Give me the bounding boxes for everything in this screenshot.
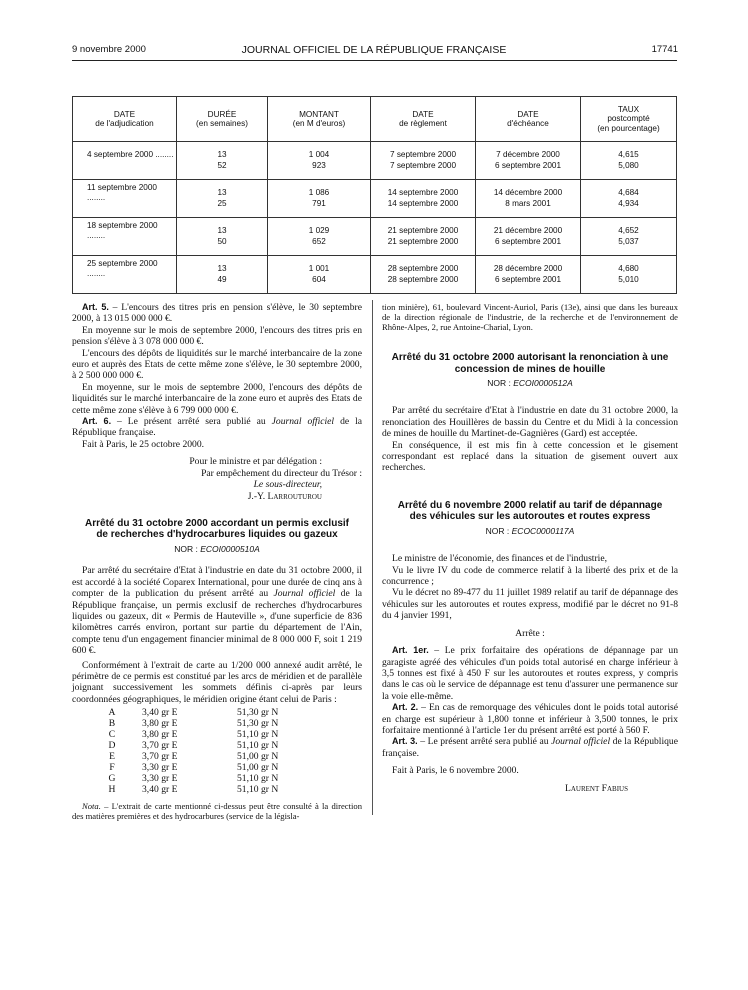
cell-date-reglement: 28 septembre 2000 28 septembre 2000: [371, 256, 476, 294]
article-3: Art. 3. – Le présent arrêté sera publié au Journal officiel de la République française.: [382, 736, 678, 759]
col-header-date-echeance: DATE d'échéance: [476, 97, 581, 142]
paragraph: Le ministre de l'économie, des finances et de l'industrie,: [392, 553, 607, 565]
signature-line: Le sous-directeur,: [253, 479, 322, 491]
header-title: JOURNAL OFFICIEL DE LA RÉPUBLIQUE FRANÇAISE: [241, 44, 507, 56]
list-item: E 3,70 gr E 51,00 gr N: [109, 751, 279, 763]
decree-heading: Arrêté du 31 octobre 2000 accordant un permis exclusif de recherches d'hydrocarbures liquides ou gazeux: [85, 517, 349, 541]
decree-heading: Arrêté du 31 octobre 2000 autorisant la renonciation à une concession de mines de houille: [391, 352, 669, 375]
article-2: Art. 2. – En cas de remorquage des véhicules dont le poids total autorisé en charge est supérieur à 1,800 tonne et inférieur à 3,500 tonnes, le prix forfaitaire mentionné à l'article 1er du présent arrêté est porté à 560 F.: [382, 702, 678, 736]
article-6: Art. 6. – Le présent arrêté sera publié au Journal officiel de la République française.: [72, 416, 362, 439]
cell-montant: 1 029 652: [268, 218, 371, 256]
nor-reference: NOR : ECOC0000117A: [485, 525, 575, 536]
paragraph: En conséquence, il est mis fin à cette concession et le gisement correspondant est replacé dans la situation de gisement ouvert aux recherches.: [382, 439, 678, 474]
cell-taux: 4,652 5,037: [581, 218, 677, 256]
cell-duree: 13 25: [177, 180, 268, 218]
cell-date-reglement: 21 septembre 2000 21 septembre 2000: [371, 218, 476, 256]
cell-montant: 1 004 923: [268, 142, 371, 180]
header-rule: [72, 60, 677, 61]
adjudication-table: [72, 96, 677, 294]
paragraph: Par arrêté du secrétaire d'Etat à l'industrie en date du 31 octobre 2000, il est accordé à la société Coparex International, pour une durée de cinq ans à compter de la publication du présent arrêté au Journal officiel de la République française, un permis exclusif de recherches d'hydrocarbures liquides ou gazeux, dit « Permis de Hauteville », d'une superficie de 836 kilomètres carrés environ, portant sur partie du département de l'Ain, compte tenu d'un engagement financier minimal de 8 000 000 F, soit 1 219 600 €.: [72, 565, 362, 657]
cell-taux: 4,615 5,080: [581, 142, 677, 180]
nota: Nota. – L'extrait de carte mentionné ci-dessus peut être consulté à la direction des matières premières et des hydrocarbures (service de la législa-: [72, 801, 362, 822]
paragraph: Vu le décret no 89-477 du 11 juillet 1989 relatif au tarif de dépannage des véhicules sur les autoroutes et routes express, modifié par le décret no 91-8 du 4 janvier 1991,: [382, 587, 678, 622]
header-page-number: 17741: [651, 44, 678, 55]
paragraph: Par arrêté du secrétaire d'Etat à l'industrie en date du 31 octobre 2000, la renonciation des Houillères de bassin du Centre et du Midi à la concession de mines de houille du Martinet-de-Gagnières (Gard) est acceptée.: [382, 405, 678, 440]
cell-date-reglement: 7 septembre 2000 7 septembre 2000: [371, 142, 476, 180]
cell-duree: 13 49: [177, 256, 268, 294]
col-header-montant: MONTANT (en M d'euros): [268, 97, 371, 142]
cell-date-echeance: 21 décembre 2000 6 septembre 2001: [476, 218, 581, 256]
list-item: H 3,40 gr E 51,10 gr N: [108, 784, 279, 796]
cell-taux: 4,680 5,010: [581, 256, 677, 294]
cell-montant: 1 001 604: [268, 256, 371, 294]
cell-date-echeance: 7 décembre 2000 6 septembre 2001: [476, 142, 581, 180]
column-divider: [372, 300, 373, 815]
coordinates-list: [82, 707, 362, 795]
cell-date-reglement: 14 septembre 2000 14 septembre 2000: [371, 180, 476, 218]
table-row: [73, 218, 677, 256]
cell-date-adjudication: 25 septembre 2000 ........: [73, 256, 177, 294]
fait-a-paris: Fait à Paris, le 6 novembre 2000.: [392, 765, 519, 777]
paragraph: En moyenne sur le mois de septembre 2000, l'encours des titres pris en pension s'élève à 3 078 000 000 €.: [72, 324, 362, 348]
nor-reference: NOR : ECOI0000512A: [487, 378, 573, 388]
right-column: [382, 302, 678, 794]
table-header-row: [73, 97, 677, 142]
article-5: Art. 5. – L'encours des titres pris en pension s'élève, le 30 septembre 2000, à 13 015 000 000 €.: [72, 302, 362, 325]
table-row: [73, 142, 677, 180]
list-item: C 3,80 gr E 51,10 gr N: [108, 729, 279, 741]
col-header-duree: DURÉE (en semaines): [177, 97, 268, 142]
paragraph: En moyenne, sur le mois de septembre 2000, l'encours des dépôts de liquidités sur le marché interbancaire de la zone euro et auprès des Etats de cette même zone s'élève à 6 799 000 000 €.: [72, 381, 362, 416]
cell-date-echeance: 28 décembre 2000 6 septembre 2001: [476, 256, 581, 294]
col-header-date-adjudication: DATE de l'adjudication: [73, 97, 177, 142]
paragraph: tion minière), 61, boulevard Vincent-Auriol, Paris (13e), ainsi que dans les bureaux de la direction régionale de l'industrie, de la recherche et de l'environnement de Rhône-Alpes, 2, rue Antoine-Charial, Lyon.: [382, 302, 678, 332]
cell-montant: 1 086 791: [268, 180, 371, 218]
fait-a-paris: Fait à Paris, le 25 octobre 2000.: [82, 438, 205, 450]
paragraph: Vu le livre IV du code de commerce relatif à la liberté des prix et de la concurrence ;: [382, 564, 678, 588]
cell-date-echeance: 14 décembre 2000 8 mars 2001: [476, 180, 581, 218]
signature-name: J.-Y. Larrouturou: [247, 490, 322, 502]
table-row: [73, 180, 677, 218]
signature-line: Pour le ministre et par délégation :: [189, 456, 322, 468]
cell-duree: 13 52: [177, 142, 268, 180]
signature-name: Laurent Fabius: [565, 782, 628, 794]
decree-heading: Arrêté du 6 novembre 2000 relatif au tarif de dépannage des véhicules sur les autoroutes et routes express: [397, 499, 663, 523]
nor-reference: NOR : ECOI0000510A: [174, 543, 260, 554]
signature-line: Par empêchement du directeur du Trésor :: [201, 467, 362, 479]
cell-taux: 4,684 4,934: [581, 180, 677, 218]
table-row: [73, 256, 677, 294]
cell-date-adjudication: 18 septembre 2000 ........: [73, 218, 177, 256]
paragraph: L'encours des dépôts de liquidités sur le marché interbancaire de la zone euro et auprès des Etats de cette même zone s'élève, le 30 septembre 2000, à 2 500 000 000 €.: [72, 347, 362, 382]
article-1: Art. 1er. – Le prix forfaitaire des opérations de dépannage par un garagiste agréé des véhicules d'un poids total autorisé en charge inférieur à 3,5 tonnes est fixé à 450 F sur les autoroutes et routes express, y compris dans le cas où le service de dépannage est tenu d'assurer une permanence sur la voie elle-même.: [382, 645, 678, 702]
arrete-label: Arrête :: [515, 627, 545, 639]
cell-date-adjudication: 11 septembre 2000 ........: [73, 180, 177, 218]
header-date: 9 novembre 2000: [72, 44, 146, 55]
left-column: [72, 302, 362, 821]
col-header-date-reglement: DATE de règlement: [371, 97, 476, 142]
list-item: A 3,40 gr E 51,30 gr N: [108, 707, 279, 719]
list-item: B 3,80 gr E 51,30 gr N: [108, 718, 279, 730]
list-item: F 3,30 gr E 51,00 gr N: [109, 762, 279, 774]
list-item: G 3,30 gr E 51,10 gr N: [108, 773, 279, 785]
col-header-taux: TAUX postcompté (en pourcentage): [581, 97, 677, 142]
paragraph: Conformément à l'extrait de carte au 1/200 000 annexé audit arrêté, le périmètre de ce permis est constitué par les arcs de méridien et de parallèle joignant successivement les sommets définis ci-après par leurs coordonnées géographiques, le méridien origine étant celui de Paris :: [72, 659, 362, 705]
list-item: D 3,70 gr E 51,10 gr N: [108, 740, 279, 752]
cell-date-adjudication: 4 septembre 2000 ........: [73, 142, 177, 180]
cell-duree: 13 50: [177, 218, 268, 256]
